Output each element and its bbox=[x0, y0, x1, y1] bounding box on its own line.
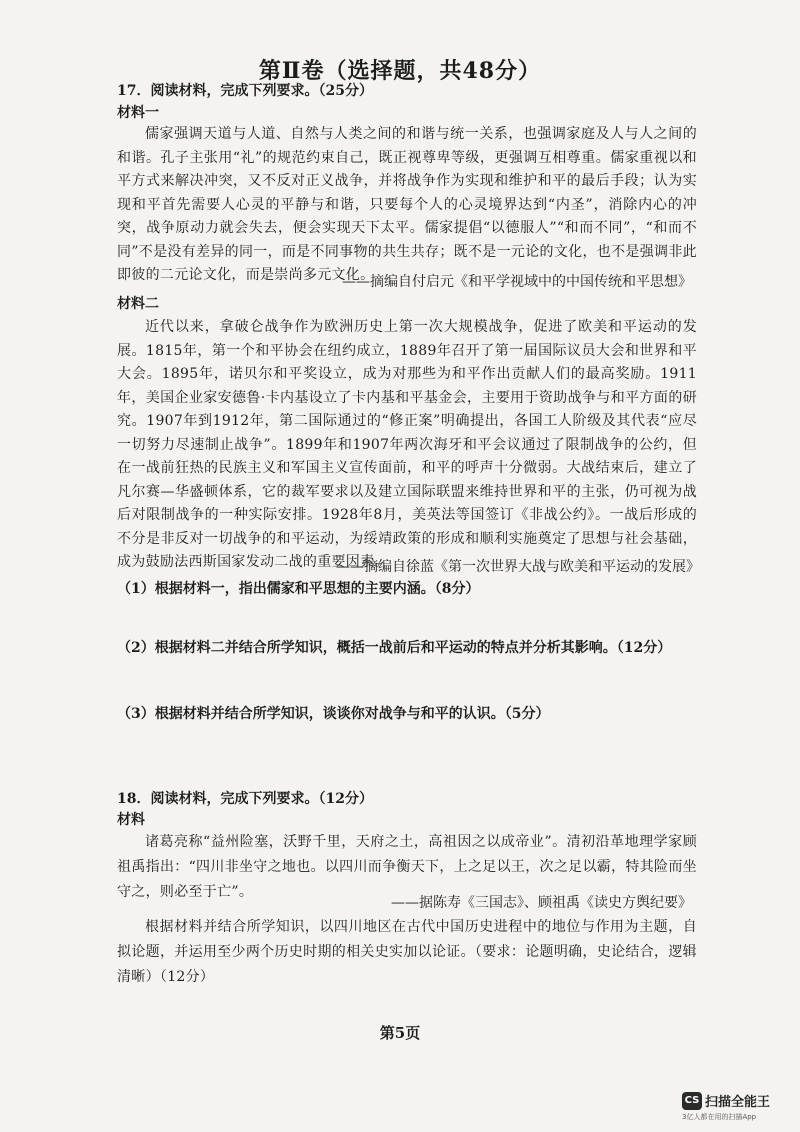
scanner-watermark bbox=[682, 1090, 792, 1122]
q17-material1-paragraph: 儒家强调天道与人道、自然与人类之间的和谐与统一关系，也强调家庭及人与人之间的和谐。孔子主张用“礼”的规范约束自己，既正视尊卑等级，更强调互相尊重。儒家重视以和平方式来解决冲突，又不反对正义战争，并将战争作为实现和维护和平的最后手段；认为实现和平首先需要人心灵的平静与和谐，只要每个人的心灵境界达到“内圣”，消除内心的冲突，战争原动力就会失去，便会实现天下太平。儒家提倡“以德服人”“和而不同”，“和而不同”不是没有差异的同一，而是不同事物的共生共存；既不是一元论的文化，也不是强调非此即彼的二元论文化，而是崇尚多元文化。 bbox=[117, 126, 697, 283]
q17-material2-text bbox=[117, 316, 697, 575]
q17-material2-label: 材料二 bbox=[117, 296, 159, 312]
section-title: 第Ⅱ卷（选择题，共48分） bbox=[258, 58, 542, 84]
q17-material1-source: ——摘编自付启元《和平学视域中的中国传统和平思想》 bbox=[342, 274, 692, 290]
q17-subquestion-3: （3）根据材料并结合所学知识，谈谈你对战争与和平的认识。（5分） bbox=[117, 706, 550, 722]
q17-material2-paragraph: 近代以来，拿破仑战争作为欧洲历史上第一次大规模战争，促进了欧美和平运动的发展。1815年，第一个和平协会在纽约成立，1889年召开了第一届国际议员大会和世界和平大会。1895年，诺贝尔和平奖设立，成为对那些为和平作出贡献人们的最高奖励。1911年，美国企业家安德鲁·卡内基设立了卡内基和平基金会，主要用于资助战争与和平方面的研究。1907年到1912年，第二国际通过的“修正案”明确提出，各国工人阶级及其代表“应尽一切努力尽速制止战争”。1899年和1907年两次海牙和平会议通过了限制战争的公约，但在一战前狂热的民族主义和军国主义宣传面前，和平的呼声十分微弱。大战结束后，建立了凡尔赛—华盛顿体系，它的裁军要求以及建立国际联盟来维持世界和平的主张，仍可视为战后对限制战争的一种实际安排。1928年8月，美英法等国签订《非战公约》。一战后形成的不分是非反对一切战争的和平运动，为绥靖政策的形成和顺利实施奠定了思想与社会基础，成为鼓励法西斯国家发动二战的重要因素。 bbox=[117, 319, 697, 570]
q18-material-source: ——据陈寿《三国志》、顾祖禹《读史方舆纪要》 bbox=[391, 895, 692, 911]
q17-subquestion-1: （1）根据材料一，指出儒家和平思想的主要内涵。（8分） bbox=[117, 581, 480, 597]
page-number: 第5页 bbox=[379, 1024, 421, 1042]
q17-material1-label: 材料一 bbox=[117, 105, 159, 121]
q17-material1-text bbox=[117, 123, 697, 288]
watermark-name: 扫描全能王 bbox=[705, 1095, 771, 1110]
q17-material2-source: ——摘编自徐蓝《第一次世界大战与欧美和平运动的发展》 bbox=[336, 559, 700, 575]
q18-heading: 18．阅读材料，完成下列要求。（12分） bbox=[117, 791, 373, 807]
camscanner-logo-icon: CS bbox=[682, 1092, 702, 1110]
q17-heading: 17．阅读材料，完成下列要求。（25分） bbox=[117, 83, 373, 99]
q18-material-paragraph: 诸葛亮称“益州险塞，沃野千里，天府之土，高祖因之以成帝业”。清初沿革地理学家顾祖禹指出：“四川非坐守之地也。以四川而争衡天下，上之足以王，次之足以霸，特其险而坐守之，则必至于亡”。 bbox=[117, 834, 697, 900]
q18-task-paragraph: 根据材料并结合所学知识，以四川地区在古代中国历史进程中的地位与作用为主题，自拟论题，并运用至少两个历史时期的相关史实加以论证。（要求：论题明确，史论结合，逻辑清晰）（12分） bbox=[117, 919, 697, 985]
q17-subquestion-2: （2）根据材料二并结合所学知识，概括一战前后和平运动的特点并分析其影响。（12分） bbox=[117, 640, 672, 656]
watermark-tagline: 3亿人都在用的扫描App bbox=[682, 1113, 757, 1121]
q18-task bbox=[117, 915, 697, 990]
q18-material-label: 材料 bbox=[117, 812, 145, 828]
